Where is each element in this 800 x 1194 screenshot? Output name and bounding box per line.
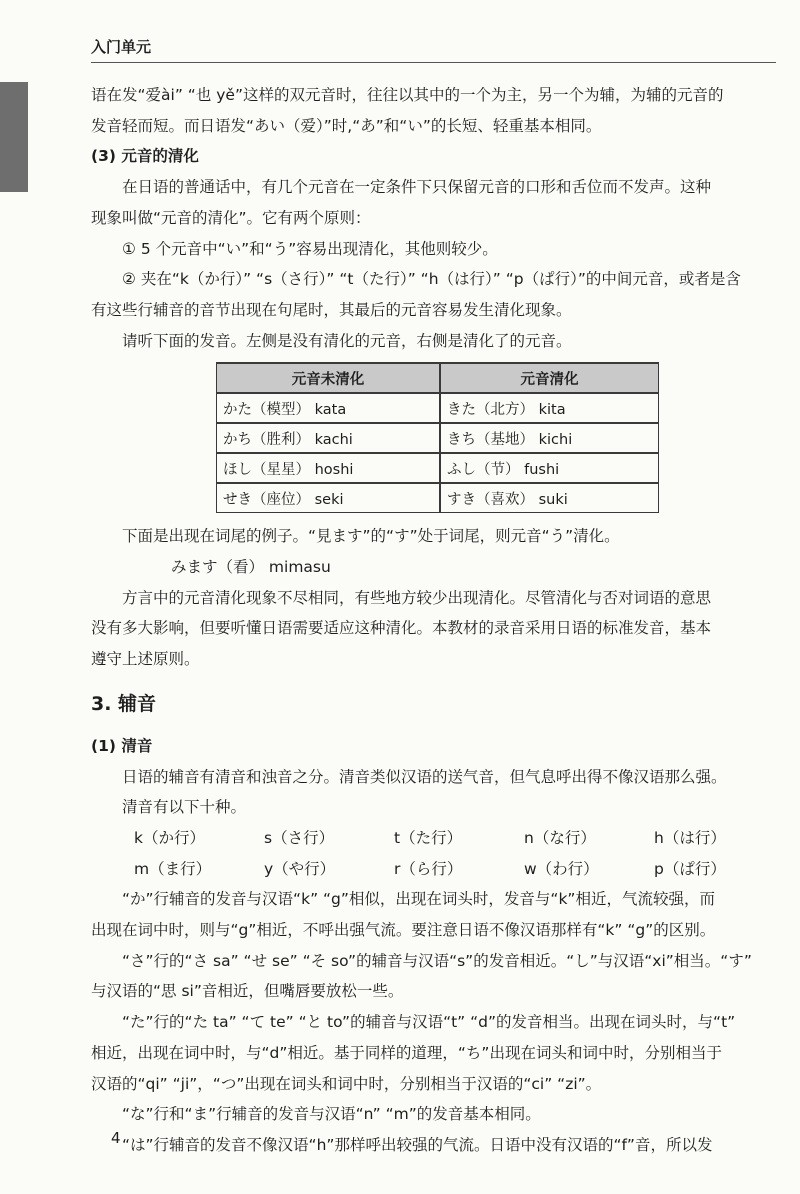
body-line: “か”行辅音的发音与汉语“k” “g”相似，出现在词头时，发音与“k”相近，气流较强，而 bbox=[122, 890, 715, 909]
rule-1: ① 5 个元音中“い”和“う”容易出现清化，其他则较少。 bbox=[122, 239, 498, 258]
consonant-item: s（さ行） bbox=[264, 828, 335, 847]
consonant-item: k（か行） bbox=[134, 828, 205, 847]
body-line: “は”行辅音的发音不像汉语“h”那样呼出较强的气流。日语中没有汉语的“f”音，所以发 bbox=[122, 1135, 713, 1154]
table-cell: かち（胜利） kachi bbox=[216, 423, 440, 453]
consonant-list-row bbox=[91, 823, 776, 854]
body-line: 请听下面的发音。左侧是没有清化的元音，右侧是清化了的元音。 bbox=[122, 331, 572, 350]
body-line: 现象叫做“元音的清化”。它有两个原则： bbox=[91, 208, 371, 227]
consonant-list-row bbox=[91, 854, 776, 885]
table-row bbox=[216, 423, 659, 453]
rule-2: ② 夹在“k（か行）” “s（さ行）” “t（た行）” “h（は行）” “p（ぱ行）”的中间元音，或者是含 bbox=[122, 270, 741, 289]
consonant-item: p（ぱ行） bbox=[654, 859, 726, 878]
page-body bbox=[91, 80, 776, 1161]
body-line: 有这些行辅音的音节出现在句尾时，其最后的元音容易发生清化现象。 bbox=[91, 300, 572, 319]
table-cell: きち（基地） kichi bbox=[440, 423, 659, 453]
table-cell: ふし（节） fushi bbox=[440, 453, 659, 483]
body-line: 发音轻而短。而日语发“あい（爱）”时,“あ”和“い”的长短、轻重基本相同。 bbox=[91, 116, 602, 135]
body-line: 语在发“爱ài” “也 yě”这样的双元音时，往往以其中的一个为主，另一个为辅，为辅的元音的 bbox=[91, 86, 724, 104]
consonant-item: r（ら行） bbox=[394, 859, 463, 878]
consonant-item: y（や行） bbox=[264, 859, 336, 878]
body-line: 出现在词中时，则与“g”相近，不呼出强气流。要注意日语不像汉语那样有“k” “g”的区别。 bbox=[91, 921, 716, 940]
column-header: 元音清化 bbox=[440, 362, 659, 393]
body-line: 与汉语的“思 si”音相近，但嘴唇要放松一些。 bbox=[91, 982, 404, 1001]
body-line: 没有多大影响，但要听懂日语需要适应这种清化。本教材的录音采用日语的标准发音，基本 bbox=[91, 619, 712, 638]
vowel-devoicing-table bbox=[216, 362, 659, 513]
body-line: 下面是出现在词尾的例子。“見ます”的“す”处于词尾，则元音“う”清化。 bbox=[122, 527, 620, 546]
table-cell: きた（北方） kita bbox=[440, 393, 659, 423]
consonant-item: n（な行） bbox=[524, 828, 596, 847]
body-line: 清音有以下十种。 bbox=[122, 798, 247, 817]
body-line: “た”行的“た ta” “て te” “と to”的辅音与汉语“t” “d”的发音相当。出现在词头时，与“t” bbox=[122, 1013, 736, 1032]
body-line: 遵守上述原则。 bbox=[91, 650, 200, 669]
page-number: 4 bbox=[111, 1129, 121, 1147]
table-cell: せき（座位） seki bbox=[216, 483, 440, 513]
body-line: 日语的辅音有清音和浊音之分。清音类似汉语的送气音，但气息呼出得不像汉语那么强。 bbox=[122, 767, 727, 786]
subsection-title-voiceless: (1) 清音 bbox=[91, 736, 153, 755]
table-row bbox=[216, 393, 659, 423]
thumb-index-tab bbox=[0, 82, 28, 192]
consonant-item: w（わ行） bbox=[524, 859, 599, 878]
consonant-item: t（た行） bbox=[394, 828, 463, 847]
body-line: “な”行和“ま”行辅音的发音与汉语“n” “m”的发音基本相同。 bbox=[122, 1105, 541, 1124]
body-line: 在日语的普通话中，有几个元音在一定条件下只保留元音的口形和舌位而不发声。这种 bbox=[122, 178, 712, 197]
table-cell: かた（模型） kata bbox=[216, 393, 440, 423]
section-title-consonants: 3. 辅音 bbox=[91, 692, 157, 715]
body-line: 方言中的元音清化现象不尽相同，有些地方较少出现清化。尽管清化与否对词语的意思 bbox=[122, 588, 712, 607]
table-row bbox=[216, 453, 659, 483]
table-row bbox=[216, 483, 659, 513]
column-header: 元音未清化 bbox=[216, 362, 440, 393]
body-line: “さ”行的“さ sa” “せ se” “そ so”的辅音与汉语“s”的发音相近。“し”与汉语“xi”相当。“す” bbox=[122, 951, 752, 970]
table-header-row bbox=[216, 362, 659, 393]
consonant-item: h（は行） bbox=[654, 828, 726, 847]
table-cell: すき（喜欢） suki bbox=[440, 483, 659, 513]
subsection-title-vowel-devoicing: (3) 元音的清化 bbox=[91, 147, 199, 166]
body-line: 汉语的“qi” “ji”，“つ”出现在词头和词中时，分别相当于汉语的“ci” “zi”。 bbox=[91, 1074, 602, 1093]
body-line: 相近，出现在词中时，与“d”相近。基于同样的道理，“ち”出现在词头和词中时，分别相当于 bbox=[91, 1043, 722, 1062]
example-mimasu: みます（看） mimasu bbox=[171, 558, 331, 577]
table-cell: ほし（星星） hoshi bbox=[216, 453, 440, 483]
consonant-item: m（ま行） bbox=[134, 859, 212, 878]
header-rule bbox=[91, 62, 776, 63]
running-header: 入门单元 bbox=[91, 38, 152, 56]
